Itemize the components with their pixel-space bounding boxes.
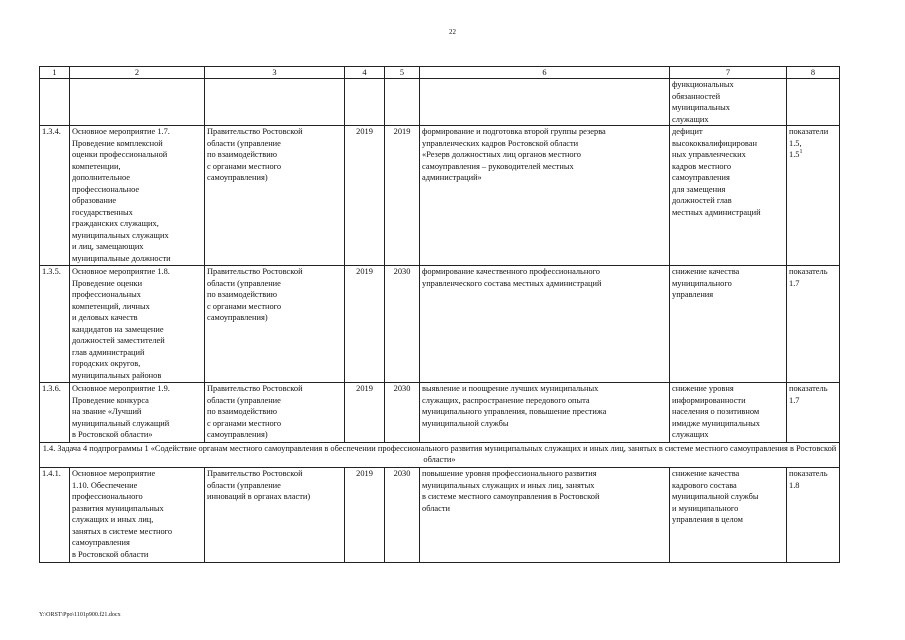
file-path-footer: Y:\ORST\Ppo\1101p900.f21.docx	[39, 612, 121, 618]
col-header-2: 2	[70, 67, 205, 79]
non-implementation-consequence: снижение уровня информированности населения о позитивном имидже муниципальных служащих	[670, 383, 787, 443]
expected-result: повышение уровня профессионального развития муниципальных служащих и иных лиц, занятых в системе местного самоуправления в Ростовской области	[420, 468, 670, 563]
continuation-cell-1	[40, 79, 70, 126]
measure-name: Основное мероприятие 1.9. Проведение конкурса на звание «Лучший муниципальный служащий в Ростовской области»	[70, 383, 205, 443]
continuation-cell-6	[420, 79, 670, 126]
end-year: 2030	[385, 266, 420, 383]
col-header-6: 6	[420, 67, 670, 79]
task-heading-row	[40, 443, 840, 468]
table-row	[40, 126, 840, 266]
continuation-consequence: функциональных обязанностей муниципальных служащих	[670, 79, 787, 126]
table-row	[40, 266, 840, 383]
col-header-5: 5	[385, 67, 420, 79]
continuation-cell-4	[345, 79, 385, 126]
executor: Правительство Ростовской области (управление по взаимодействию с органами местного самоуправления)	[205, 383, 345, 443]
executor: Правительство Ростовской области (управление по взаимодействию с органами местного самоуправления)	[205, 266, 345, 383]
non-implementation-consequence: снижение качества кадрового состава муниципальной службы и муниципального управления в целом	[670, 468, 787, 563]
continuation-row	[40, 79, 840, 126]
col-header-8: 8	[787, 67, 840, 79]
start-year: 2019	[345, 266, 385, 383]
indicator: показатель 1.7	[787, 383, 840, 443]
start-year: 2019	[345, 468, 385, 563]
row-number: 1.4.1.	[40, 468, 70, 563]
col-header-1: 1	[40, 67, 70, 79]
row-number: 1.3.6.	[40, 383, 70, 443]
expected-result: формирование и подготовка второй группы резерва управленческих кадров Ростовской области «Резерв должностных лиц органов местного самоуправления – руководителей местных администраций»	[420, 126, 670, 266]
measure-name: Основное мероприятие 1.7. Проведение комплексной оценки профессиональной компетенции, дополнительное профессиональное образование государственных гражданских служащих, муниципальных служащих и лиц, замещающих муниципальные должности	[70, 126, 205, 266]
page-number: 22	[449, 28, 456, 36]
header-row	[40, 67, 840, 79]
end-year: 2030	[385, 468, 420, 563]
indicator-superscript: 1	[799, 149, 803, 156]
row-number: 1.3.4.	[40, 126, 70, 266]
expected-result: выявление и поощрение лучших муниципальных служащих, распространение передового опыта муниципального управления, повышение престижа муниципальной службы	[420, 383, 670, 443]
non-implementation-consequence: дефицит высококвалифицирован ных управленческих кадров местного самоуправления для замещения должностей глав местных администраций	[670, 126, 787, 266]
continuation-cell-3	[205, 79, 345, 126]
continuation-cell-5	[385, 79, 420, 126]
non-implementation-consequence: снижение качества муниципального управления	[670, 266, 787, 383]
executor: Правительство Ростовской области (управление по взаимодействию с органами местного самоуправления)	[205, 126, 345, 266]
expected-result: формирование качественного профессионального управленческого состава местных администраций	[420, 266, 670, 383]
col-header-3: 3	[205, 67, 345, 79]
end-year: 2030	[385, 383, 420, 443]
indicator: показатель 1.7	[787, 266, 840, 383]
end-year: 2019	[385, 126, 420, 266]
measures-table	[39, 66, 840, 563]
measure-name: Основное мероприятие 1.10. Обеспечение профессионального развития муниципальных служащих и иных лиц, занятых в системе местного самоуправления в Ростовской области	[70, 468, 205, 563]
indicator	[787, 126, 840, 266]
continuation-cell-8	[787, 79, 840, 126]
col-header-7: 7	[670, 67, 787, 79]
indicator-text: показатели 1.5, 1.5	[789, 127, 829, 159]
measure-name: Основное мероприятие 1.8. Проведение оценки профессиональных компетенций, личных и деловых качеств кандидатов на замещение должностей заместителей глав администраций городских округов, муниципальных районов	[70, 266, 205, 383]
table-row	[40, 468, 840, 563]
row-number: 1.3.5.	[40, 266, 70, 383]
table-row	[40, 383, 840, 443]
col-header-4: 4	[345, 67, 385, 79]
indicator: показатель 1.8	[787, 468, 840, 563]
continuation-cell-2	[70, 79, 205, 126]
start-year: 2019	[345, 383, 385, 443]
task-heading: 1.4. Задача 4 подпрограммы 1 «Содействие органам местного самоуправления в обеспечении профессионального развития муниципальных служащих и иных лиц, занятых в системе местного самоуправления в Ростовской области»	[40, 443, 840, 468]
start-year: 2019	[345, 126, 385, 266]
executor: Правительство Ростовской области (управление инноваций в органах власти)	[205, 468, 345, 563]
